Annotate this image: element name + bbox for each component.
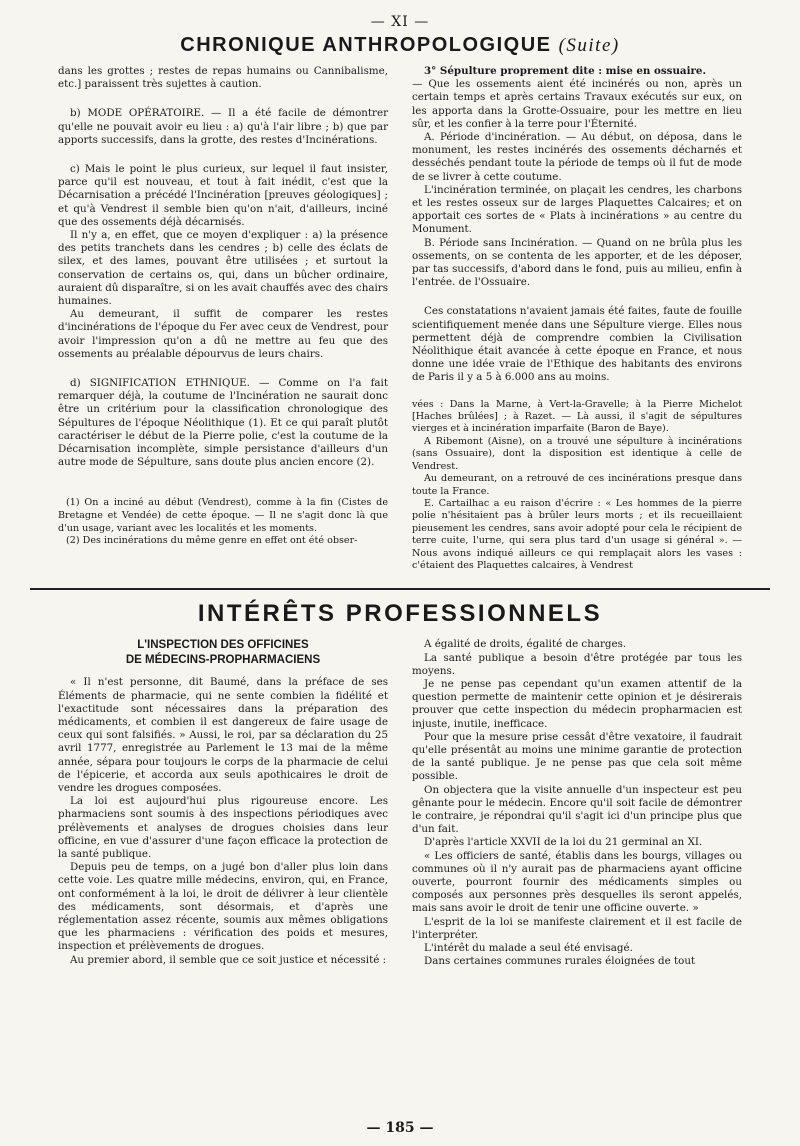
paragraph: Au demeurant, il suffit de comparer les restes d'incinérations de l'époque du Fer avec ceux de Vendrest, pour avoir l'impression qu'on a dû ne mettre au feu que des ossements au préalable dépourvus de leurs chairs. [58,308,388,360]
paragraph: L'incinération terminée, on plaçait les cendres, les charbons et les restes osseux sur de larges Plaquettes Calcaires; et on apportait ces sortes de « Plats à incinérations » au centre du Monument. [412,183,742,236]
paragraph: Depuis peu de temps, on a jugé bon d'aller plus loin dans cette voie. Les quatre mille médecins, environ, qui, en France, ont conformément à la loi, le droit de délivrer à leur clientèle des médicaments, sont désormais, et d'après une réglementation assez récente, soumis aux mêmes obligations que les pharmaciens : vérification des poids et mesures, inspection et prélèvements de drogues. [58,861,388,953]
paragraph: « Les officiers de santé, établis dans les bourgs, villages ou communes où il n'y aurait pas de pharmaciens ayant officine ouverte, pourront fournir des médicaments simples ou composés aux personnes près desquelles ils seront appelés, mais sans avoir le droit de tenir une officine ouverte. » [412,849,742,915]
interets-left-text [58,676,388,966]
paragraph: B. Période sans Incinération. — Quand on ne brûla plus les ossements, on se contenta de les apporter, et de les déposer, par tas successifs, d'abord dans le fond, puis au milieu, enfin à l'entrée. de l'Ossuaire. [412,236,742,289]
chronique-columns [58,65,742,572]
article-title [58,638,388,668]
paragraph: L'intérêt du malade a seul été envisagé. [424,942,633,955]
article-title-line-1: L'INSPECTION DES OFFICINES [137,639,309,652]
paragraph: c) Mais le point le plus curieux, sur lequel il faut insister, parce qu'il est nouveau, et tout à fait inédit, c'est que la Décarnisation a précédé l'Incinération [preuves géologiques] ; et qu'à Vendrest il semble bien qu'on n'ait, d'ailleurs, inciné que des ossements déjà décarnisés. [58,163,388,228]
paragraph: A égalité de droits, égalité de charges. [424,638,627,651]
paragraph: La loi est aujourd'hui plus rigoureuse encore. Les pharmaciens sont soumis à des inspections périodiques avec prélèvements et analyses de drogues choisies dans leur officine, en vue d'assurer d'une façon efficace la protection de la santé publique. [58,795,388,860]
section-divider [30,588,770,590]
paragraph: L'esprit de la loi se manifeste clairement et il est facile de l'interpréter. [412,915,742,941]
article-title-line-2: DE MÉDECINS-PROPHARMACIENS [125,654,321,667]
paragraph: Pour que la mesure prise cessât d'être vexatoire, il faudrait qu'elle présentât au moins une minime garantie de protection de la santé publique. Je ne pense pas que cela soit même possible. [412,730,742,783]
paragraph: d) SIGNIFICATION ETHNIQUE. — Comme on l'a fait remarquer déjà, la coutume de l'Incinération ne saurait donc être un critérium pour la classification chronologique des Sépultures de l'époque Néolithique (1). Et ce qui paraît plutôt caractériser le début de la Pierre polie, c'est la coutume de la Décarnisation incomplète, simple persistance d'ailleurs d'un autre mode de Sépulture, sans doute plus ancien encore (2). [58,377,388,469]
paragraph: — Que les ossements aient été incinérés ou non, après un certain temps et après certains Travaux exécutés sur eux, on les apporta dans la Grotte-Ossuaire, pour les mettre en lieu sûr, et les confier à la terre pour l'Éternité. [412,78,742,130]
roman-folio: — XI — [370,14,430,30]
paragraph: A. Période d'incinération. — Au début, on déposa, dans le monument, les restes incinérés des ossements décharnés et desséchés pendant toute la période de temps où il fut de mode de se livrer à cette coutume. [412,131,742,183]
paragraph: D'après l'article XXVII de la loi du 21 germinal an XI. [424,836,703,849]
paragraph: b) MODE OPÉRATOIRE. — Il a été facile de démontrer qu'elle ne pouvait avoir eu lieu : a) qu'à l'air libre ; b) que par apports successifs, dans la grotte, des restes d'Incinérations. [58,107,388,146]
interets-left-column [58,638,388,968]
chronique-footnotes [58,497,388,547]
paragraph: On objectera que la visite annuelle d'un inspecteur est peu gênante pour le médecin. Encore qu'il soit facile de démontrer le contraire, je répondrai qu'il s'agit ici d'un principe plus que d'un fait. [412,783,742,836]
footnote: (2) Des incinérations du même genre en effet ont été obser- [66,535,358,547]
interets-right-column [412,638,742,968]
paragraph: Au demeurant, on a retrouvé de ces incinérations presque dans toute la France. [412,473,742,497]
paragraph: La santé publique a besoin d'être protégée par tous les moyens. [412,651,742,677]
footnote: (1) On a inciné au début (Vendrest), comme à la fin (Cistes de Bretagne et Vendée) de cette époque. — Il ne s'agit donc là que d'un usage, variant avec les localités et les moments. [58,497,388,534]
paragraph: Je ne pense pas cependant qu'un examen attentif de la question permette de maintenir cette opinion et je désirerais prouver que cette inspection du médecin propharmacien est injuste, inutile, inefficace. [412,677,742,730]
paragraph: Ces constatations n'avaient jamais été faites, faute de fouille scientifiquement menée dans une Sépulture vierge. Elles nous permettent déjà de comprendre combien la Civilisation Néolithique était avancée à cette époque en France, et nous donne une idée vraie de l'Ethique des habitants des environs de Paris il y a 5 à 6.000 ans au moins. [412,305,742,384]
sepulture-heading: 3° Sépulture proprement dite : mise en ossuaire. [424,65,707,77]
interets-title: INTÉRÊTS PROFESSIONNELS [197,600,603,628]
chronique-title: CHRONIQUE ANTHROPOLOGIQUE [180,34,552,56]
page-number: — 185 — [366,1120,434,1136]
chronique-right-column [412,65,742,572]
chronique-left-text [58,65,388,469]
paragraph: Il n'y a, en effet, que ce moyen d'expliquer : a) la présence des petits tranchets dans les cendres ; b) celle des éclats de silex, et des lames, pouvant être utilisées ; et surtout la conservation de certains os, qui, dans un bûcher ordinaire, auraient dû disparaître, si on les avait chauffés avec des chairs humaines. [58,229,388,308]
paragraph: « Il n'est personne, dit Baumé, dans la préface de ses Éléments de pharmacie, qui ne sente combien la fidélité et l'exactitude sont nécessaires dans la préparation des médicaments, et combien il est dangereux de faire usage de ceux qui sont falsifiés. » Aussi, le roi, par sa déclaration du 25 avril 1777, enregistrée au Parlement le 13 mai de la même année, sépara pour toujours le corps de la pharmacie de celui de l'épicerie, et accorda aux seuls apothicaires le droit de vendre les drogues composées. [58,676,388,794]
paragraph: dans les grottes ; restes de repas humains ou Cannibalisme, etc.] paraissent très sujettes à caution. [58,65,388,91]
chronique-suite: (Suite) [558,35,620,56]
chronique-header [58,34,742,57]
interets-columns [58,638,742,968]
paragraph: Dans certaines communes rurales éloignées de tout [424,955,696,968]
paragraph: A Ribemont (Aisne), on a trouvé une sépulture à incinérations (sans Ossuaire), dont la disposition est identique à celle de Vendrest. [412,435,742,472]
chronique-right-notes [412,399,742,573]
chronique-left-column [58,65,388,572]
paragraph: vées : Dans la Marne, à Vert-la-Gravelle; à la Pierre Michelot [Haches brûlées] ; à Razet. — Là aussi, il s'agit de sépultures vierges et à incinération imparfaite (Baron de Baye). [412,398,742,435]
paragraph: E. Cartailhac a eu raison d'écrire : « Les hommes de la pierre polie n'hésitaient pas à brûler leurs morts ; et ils recueillaient pieusement les cendres, sans avoir adopté pour cela le récipient de terre cuite, l'urne, qui sera plus tard d'un usage si général ». — Nous avons indiqué ailleurs ce qui remplaçait alors les vases : c'étaient des Plaquettes calcaires, à Vendrest [412,497,742,571]
interets-right-text [412,638,742,968]
chronique-right-text [412,78,742,384]
paragraph: Au premier abord, il semble que ce soit justice et nécessité : [70,953,387,966]
